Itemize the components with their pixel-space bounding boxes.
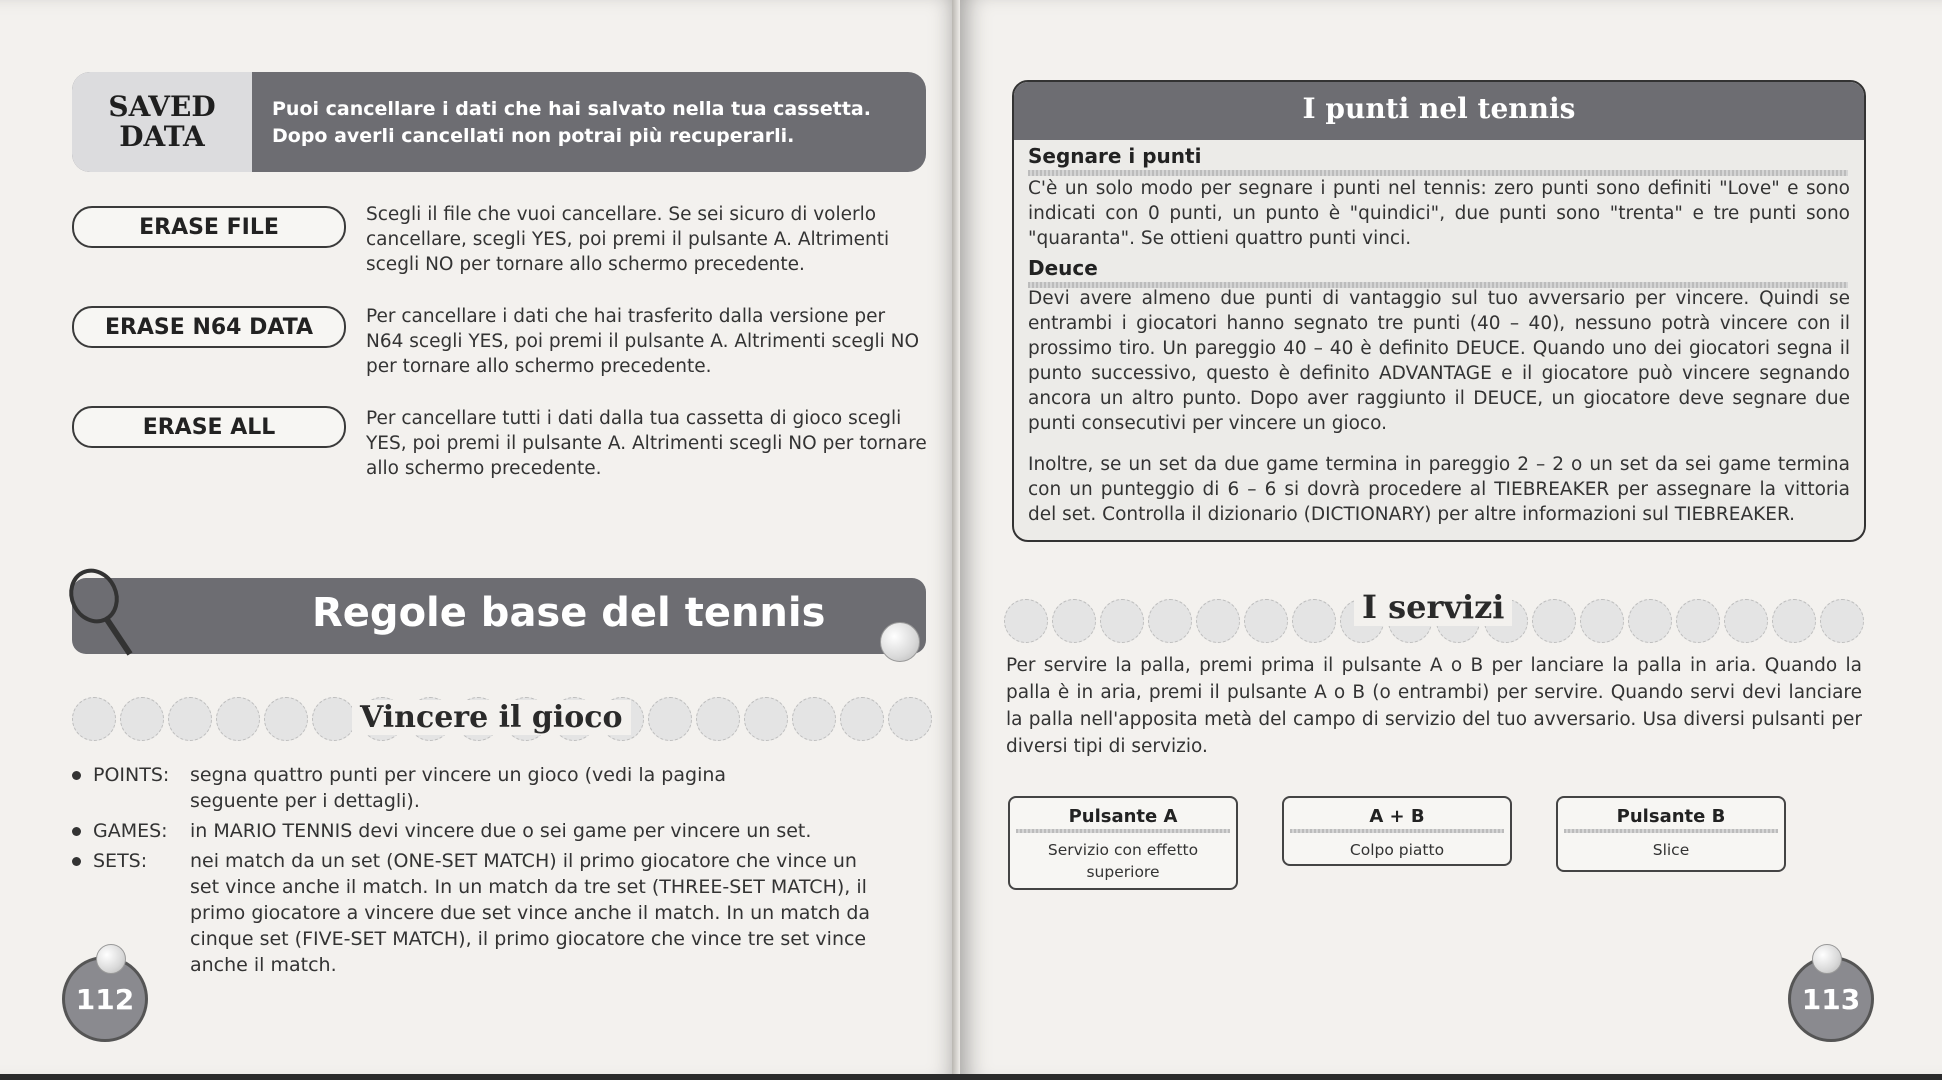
tennis-ball-icon	[880, 622, 920, 662]
button-ab-rule	[1290, 829, 1504, 833]
erase-all-desc: Per cancellare tutti i dati dalla tua cassetta di gioco scegli YES, poi premi il pulsante A. Altrimenti scegli NO per tornare allo schermo precedente.	[366, 408, 927, 479]
button-a-desc: Servizio con effetto superiore	[1047, 841, 1199, 881]
servizi-heading: I servizi	[1354, 588, 1512, 626]
button-a-box	[1008, 796, 1238, 890]
bullet-games-text: in MARIO TENNIS devi vincere due o sei game per vincere un set.	[190, 820, 812, 842]
erase-n64-desc: Per cancellare i dati che hai trasferito dalla versione per N64 scegli YES, poi premi il pulsante A. Altrimenti scegli NO per tornare allo schermo precedente.	[366, 306, 920, 377]
rules-banner	[72, 578, 926, 654]
button-b-desc: Slice	[1652, 841, 1690, 859]
deuce-text-1: Devi avere almeno due punti di vantaggio sul tuo avversario per vincere. Quindi se entrambi i giocatori hanno segnato tre punti (40 – 40), nessuno potrà vincere con il prossimo tiro. Un pareggio 40 – 40 è definito DEUCE. Quando uno dei giocatori segna il punto successivo, questo è definito ADVANTAGE e il giocatore può vincere segnando ancora un altro punto. Dopo aver raggiunto il DEUCE, un giocatore deve segnare due punti consecutivi per vincere un gioco.	[1028, 288, 1850, 434]
saved-data-text	[272, 96, 902, 150]
punti-header	[1014, 82, 1864, 140]
saved-data-tab	[72, 72, 252, 172]
saved-data-header	[72, 72, 926, 172]
erase-n64-label: ERASE N64 DATA	[72, 306, 346, 348]
bullet-points-term: POINTS:	[72, 762, 169, 788]
button-a-title: Pulsante A	[1068, 806, 1178, 827]
page-number-left: 112	[62, 956, 148, 1042]
tennis-racket-icon	[64, 566, 134, 656]
rules-title: Regole base del tennis	[312, 590, 826, 636]
button-b-rule	[1564, 829, 1778, 833]
segnare-text: C'è un solo modo per segnare i punti nel tennis: zero punti sono definiti "Love" e sono indicati con 0 punti, un punto è "quindici", due punti sono "trenta" e tre punti sono "quaranta". Se ottieni quattro punti vinci.	[1028, 178, 1850, 249]
saved-data-label: SAVED DATA	[108, 90, 216, 153]
servizi-text: Per servire la palla, premi prima il pulsante A o B per lanciare la palla in aria. Quando la palla è in aria, premi il pulsante A o B (o entrambi) per servire. Quando servi devi lanciare la palla nell'apposita metà del campo di servizio del tuo avversario. Usa diversi pulsanti per diversi tipi di servizio.	[1006, 655, 1862, 757]
erase-all-label: ERASE ALL	[72, 406, 346, 448]
button-b-title: Pulsante B	[1616, 806, 1726, 827]
deuce-heading: Deuce	[1028, 256, 1098, 280]
saved-data-line-2: Dopo averli cancellati non potrai più recuperarli.	[272, 125, 795, 147]
saved-data-line-1: Puoi cancellare i dati che hai salvato nella tua cassetta.	[272, 98, 871, 120]
deuce-text-2: Inoltre, se un set da due game termina in pareggio 2 – 2 o un set da sei game termina con un punteggio di 6 – 6 si dovrà procedere al TIEBREAKER per assegnare la vittoria del set. Controlla il dizionario (DICTIONARY) per altre informazioni sul TIEBREAKER.	[1028, 454, 1850, 525]
tennis-ball-icon	[1812, 944, 1842, 974]
vincere-heading: Vincere il gioco	[352, 700, 631, 735]
bullet-games-term: GAMES:	[72, 818, 168, 844]
erase-file-label: ERASE FILE	[72, 206, 346, 248]
bullet-points-text: segna quattro punti per vincere un gioco (vedi la pagina seguente per i dettagli).	[190, 764, 727, 812]
left-page	[0, 0, 960, 1080]
page-number-right: 113	[1788, 956, 1874, 1042]
button-ab-desc: Colpo piatto	[1349, 841, 1445, 859]
button-ab-title: A + B	[1369, 806, 1425, 827]
bullet-sets-term: SETS:	[72, 848, 147, 874]
punti-title: I punti nel tennis	[1302, 92, 1576, 125]
erase-file-desc: Scegli il file che vuoi cancellare. Se sei sicuro di volerlo cancellare, scegli YES, poi premi il pulsante A. Altrimenti scegli NO per tornare allo schermo precedente.	[366, 204, 890, 275]
segnare-heading: Segnare i punti	[1028, 144, 1202, 168]
button-a-rule	[1016, 829, 1230, 833]
bullet-sets-text: nei match da un set (ONE-SET MATCH) il primo giocatore che vince un set vince anche il match. In un match da tre set (THREE-SET MATCH), il primo giocatore a vincere due set vince anche il match. In un match da cinque set (FIVE-SET MATCH), il primo giocatore che vince tre set vince anche il match.	[190, 850, 871, 976]
book-bottom-edge	[0, 1074, 1942, 1080]
punti-box	[1012, 80, 1866, 542]
button-ab-box	[1282, 796, 1512, 866]
button-b-box	[1556, 796, 1786, 872]
tennis-ball-icon	[96, 944, 126, 974]
